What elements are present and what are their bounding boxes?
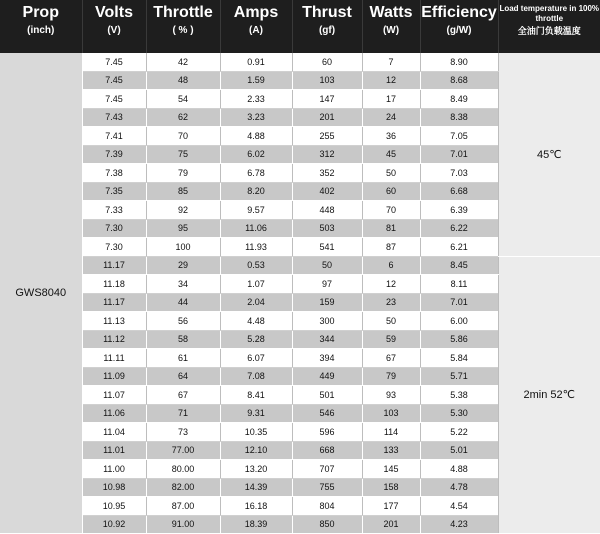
watts-cell: 79 bbox=[362, 367, 420, 386]
throttle-cell: 91.00 bbox=[146, 515, 220, 534]
efficiency-cell: 5.38 bbox=[420, 386, 498, 405]
throttle-cell: 82.00 bbox=[146, 478, 220, 497]
watts-cell: 158 bbox=[362, 478, 420, 497]
efficiency-cell: 7.01 bbox=[420, 293, 498, 312]
header-amps: Amps (A) bbox=[220, 0, 292, 53]
amps-cell: 2.33 bbox=[220, 90, 292, 109]
thrust-cell: 352 bbox=[292, 164, 362, 183]
thrust-cell: 503 bbox=[292, 219, 362, 238]
watts-cell: 45 bbox=[362, 145, 420, 164]
table-row bbox=[0, 53, 600, 71]
watts-cell: 201 bbox=[362, 515, 420, 534]
efficiency-cell: 6.39 bbox=[420, 201, 498, 220]
watts-cell: 133 bbox=[362, 441, 420, 460]
thrust-cell: 546 bbox=[292, 404, 362, 423]
efficiency-cell: 5.71 bbox=[420, 367, 498, 386]
header-watts: Watts (W) bbox=[362, 0, 420, 53]
efficiency-cell: 5.86 bbox=[420, 330, 498, 349]
efficiency-cell: 6.00 bbox=[420, 312, 498, 331]
throttle-cell: 79 bbox=[146, 164, 220, 183]
efficiency-cell: 7.01 bbox=[420, 145, 498, 164]
thrust-cell: 344 bbox=[292, 330, 362, 349]
amps-cell: 8.20 bbox=[220, 182, 292, 201]
efficiency-cell: 4.23 bbox=[420, 515, 498, 534]
efficiency-cell: 4.78 bbox=[420, 478, 498, 497]
amps-cell: 14.39 bbox=[220, 478, 292, 497]
throttle-cell: 64 bbox=[146, 367, 220, 386]
watts-cell: 81 bbox=[362, 219, 420, 238]
amps-cell: 7.08 bbox=[220, 367, 292, 386]
header-throttle: Throttle ( % ) bbox=[146, 0, 220, 53]
amps-cell: 8.41 bbox=[220, 386, 292, 405]
thrust-cell: 707 bbox=[292, 460, 362, 479]
efficiency-cell: 8.11 bbox=[420, 275, 498, 294]
amps-cell: 4.88 bbox=[220, 127, 292, 146]
throttle-cell: 58 bbox=[146, 330, 220, 349]
header-row bbox=[0, 0, 600, 53]
watts-cell: 87 bbox=[362, 238, 420, 257]
throttle-cell: 75 bbox=[146, 145, 220, 164]
volts-cell: 10.92 bbox=[82, 515, 146, 534]
throttle-cell: 80.00 bbox=[146, 460, 220, 479]
amps-cell: 1.07 bbox=[220, 275, 292, 294]
header-load-temperature: Load temperature in 100% throttle 全油门负载温度 bbox=[498, 0, 600, 53]
throttle-cell: 44 bbox=[146, 293, 220, 312]
thrust-cell: 394 bbox=[292, 349, 362, 368]
watts-cell: 114 bbox=[362, 423, 420, 442]
volts-cell: 7.41 bbox=[82, 127, 146, 146]
thrust-cell: 97 bbox=[292, 275, 362, 294]
amps-cell: 1.59 bbox=[220, 71, 292, 90]
thrust-cell: 596 bbox=[292, 423, 362, 442]
watts-cell: 67 bbox=[362, 349, 420, 368]
volts-cell: 7.45 bbox=[82, 71, 146, 90]
efficiency-cell: 4.54 bbox=[420, 497, 498, 516]
amps-cell: 5.28 bbox=[220, 330, 292, 349]
volts-cell: 11.00 bbox=[82, 460, 146, 479]
thrust-cell: 804 bbox=[292, 497, 362, 516]
volts-cell: 7.43 bbox=[82, 108, 146, 127]
volts-cell: 7.38 bbox=[82, 164, 146, 183]
amps-cell: 9.31 bbox=[220, 404, 292, 423]
amps-cell: 6.78 bbox=[220, 164, 292, 183]
volts-cell: 11.13 bbox=[82, 312, 146, 331]
throttle-cell: 48 bbox=[146, 71, 220, 90]
thrust-cell: 501 bbox=[292, 386, 362, 405]
efficiency-cell: 5.30 bbox=[420, 404, 498, 423]
throttle-cell: 54 bbox=[146, 90, 220, 109]
thrust-cell: 541 bbox=[292, 238, 362, 257]
throttle-cell: 67 bbox=[146, 386, 220, 405]
watts-cell: 50 bbox=[362, 312, 420, 331]
efficiency-cell: 5.22 bbox=[420, 423, 498, 442]
thrust-cell: 147 bbox=[292, 90, 362, 109]
volts-cell: 7.35 bbox=[82, 182, 146, 201]
volts-cell: 11.12 bbox=[82, 330, 146, 349]
header-efficiency: Efficiency (g/W) bbox=[420, 0, 498, 53]
watts-cell: 7 bbox=[362, 53, 420, 71]
efficiency-cell: 8.45 bbox=[420, 256, 498, 275]
thrust-cell: 850 bbox=[292, 515, 362, 534]
thrust-cell: 50 bbox=[292, 256, 362, 275]
volts-cell: 11.01 bbox=[82, 441, 146, 460]
thrust-cell: 103 bbox=[292, 71, 362, 90]
watts-cell: 70 bbox=[362, 201, 420, 220]
thrust-cell: 402 bbox=[292, 182, 362, 201]
watts-cell: 12 bbox=[362, 71, 420, 90]
throttle-cell: 70 bbox=[146, 127, 220, 146]
thrust-cell: 668 bbox=[292, 441, 362, 460]
table-row bbox=[0, 256, 600, 275]
efficiency-cell: 6.22 bbox=[420, 219, 498, 238]
volts-cell: 11.11 bbox=[82, 349, 146, 368]
table-body bbox=[0, 53, 600, 534]
amps-cell: 2.04 bbox=[220, 293, 292, 312]
efficiency-cell: 5.84 bbox=[420, 349, 498, 368]
volts-cell: 7.33 bbox=[82, 201, 146, 220]
volts-cell: 11.04 bbox=[82, 423, 146, 442]
throttle-cell: 62 bbox=[146, 108, 220, 127]
amps-cell: 6.02 bbox=[220, 145, 292, 164]
volts-cell: 7.45 bbox=[82, 53, 146, 71]
thrust-cell: 755 bbox=[292, 478, 362, 497]
thrust-cell: 159 bbox=[292, 293, 362, 312]
watts-cell: 177 bbox=[362, 497, 420, 516]
efficiency-cell: 8.38 bbox=[420, 108, 498, 127]
thrust-cell: 449 bbox=[292, 367, 362, 386]
volts-cell: 11.07 bbox=[82, 386, 146, 405]
amps-cell: 11.06 bbox=[220, 219, 292, 238]
amps-cell: 10.35 bbox=[220, 423, 292, 442]
amps-cell: 3.23 bbox=[220, 108, 292, 127]
volts-cell: 11.17 bbox=[82, 256, 146, 275]
throttle-cell: 42 bbox=[146, 53, 220, 71]
efficiency-cell: 8.90 bbox=[420, 53, 498, 71]
efficiency-cell: 8.49 bbox=[420, 90, 498, 109]
efficiency-cell: 6.21 bbox=[420, 238, 498, 257]
thrust-cell: 201 bbox=[292, 108, 362, 127]
watts-cell: 93 bbox=[362, 386, 420, 405]
throttle-cell: 61 bbox=[146, 349, 220, 368]
load-temperature-cell: 45℃ bbox=[498, 53, 600, 256]
load-temperature-cell: 2min 52℃ bbox=[498, 256, 600, 534]
volts-cell: 7.45 bbox=[82, 90, 146, 109]
volts-cell: 10.95 bbox=[82, 497, 146, 516]
watts-cell: 103 bbox=[362, 404, 420, 423]
header-prop: Prop (inch) bbox=[0, 0, 82, 53]
watts-cell: 145 bbox=[362, 460, 420, 479]
watts-cell: 23 bbox=[362, 293, 420, 312]
amps-cell: 0.53 bbox=[220, 256, 292, 275]
efficiency-cell: 7.03 bbox=[420, 164, 498, 183]
volts-cell: 11.09 bbox=[82, 367, 146, 386]
volts-cell: 11.06 bbox=[82, 404, 146, 423]
efficiency-cell: 5.01 bbox=[420, 441, 498, 460]
amps-cell: 16.18 bbox=[220, 497, 292, 516]
throttle-cell: 56 bbox=[146, 312, 220, 331]
watts-cell: 50 bbox=[362, 164, 420, 183]
throttle-cell: 87.00 bbox=[146, 497, 220, 516]
watts-cell: 12 bbox=[362, 275, 420, 294]
efficiency-cell: 6.68 bbox=[420, 182, 498, 201]
header-volts: Volts (V) bbox=[82, 0, 146, 53]
throttle-cell: 100 bbox=[146, 238, 220, 257]
watts-cell: 36 bbox=[362, 127, 420, 146]
throttle-cell: 71 bbox=[146, 404, 220, 423]
thrust-cell: 312 bbox=[292, 145, 362, 164]
watts-cell: 6 bbox=[362, 256, 420, 275]
volts-cell: 7.39 bbox=[82, 145, 146, 164]
amps-cell: 13.20 bbox=[220, 460, 292, 479]
thrust-cell: 448 bbox=[292, 201, 362, 220]
throttle-cell: 73 bbox=[146, 423, 220, 442]
header-thrust: Thrust (gf) bbox=[292, 0, 362, 53]
throttle-cell: 29 bbox=[146, 256, 220, 275]
efficiency-cell: 4.88 bbox=[420, 460, 498, 479]
volts-cell: 7.30 bbox=[82, 238, 146, 257]
amps-cell: 4.48 bbox=[220, 312, 292, 331]
amps-cell: 0.91 bbox=[220, 53, 292, 71]
amps-cell: 11.93 bbox=[220, 238, 292, 257]
efficiency-cell: 8.68 bbox=[420, 71, 498, 90]
throttle-cell: 34 bbox=[146, 275, 220, 294]
watts-cell: 17 bbox=[362, 90, 420, 109]
thrust-cell: 300 bbox=[292, 312, 362, 331]
watts-cell: 24 bbox=[362, 108, 420, 127]
throttle-cell: 77.00 bbox=[146, 441, 220, 460]
watts-cell: 60 bbox=[362, 182, 420, 201]
throttle-cell: 92 bbox=[146, 201, 220, 220]
thrust-cell: 255 bbox=[292, 127, 362, 146]
throttle-cell: 85 bbox=[146, 182, 220, 201]
volts-cell: 11.17 bbox=[82, 293, 146, 312]
prop-cell: GWS8040 bbox=[0, 53, 82, 534]
throttle-cell: 95 bbox=[146, 219, 220, 238]
watts-cell: 59 bbox=[362, 330, 420, 349]
amps-cell: 12.10 bbox=[220, 441, 292, 460]
volts-cell: 7.30 bbox=[82, 219, 146, 238]
efficiency-cell: 7.05 bbox=[420, 127, 498, 146]
amps-cell: 6.07 bbox=[220, 349, 292, 368]
thrust-cell: 60 bbox=[292, 53, 362, 71]
amps-cell: 18.39 bbox=[220, 515, 292, 534]
volts-cell: 11.18 bbox=[82, 275, 146, 294]
volts-cell: 10.98 bbox=[82, 478, 146, 497]
amps-cell: 9.57 bbox=[220, 201, 292, 220]
